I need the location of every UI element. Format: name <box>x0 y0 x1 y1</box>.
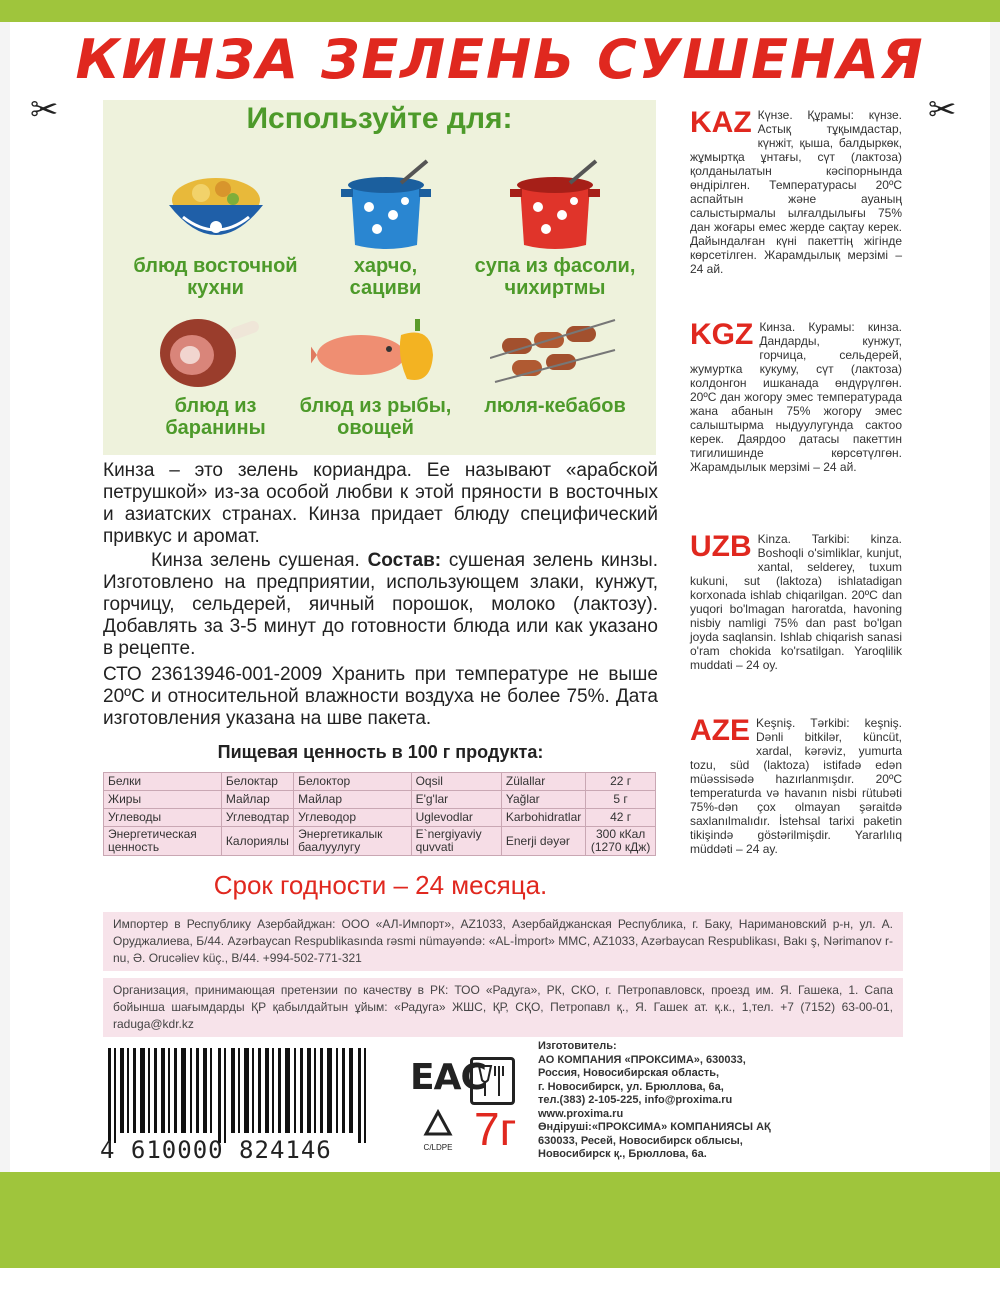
table-cell: Углеводор <box>294 809 411 827</box>
lang-text: Кинза. Курамы: кинза. Дандарды, кунжут, горчица, сельдерей, жумуртка кукуму, сүт (лактоза) колдонгон ишканада өндүрүлгөн. 20ºС дан жогору эмес температурада жана абанын 75% жогору эмес салыштырма ныдуулугунда сактоо керек. Даярдоо датасы пакеттин тигилишинде көрсөтүлгөн. Жарамдылык мерзімі – 24 ай. <box>690 320 902 474</box>
dish-label: овощей <box>337 417 414 439</box>
table-cell: E`nergiyaviy quvvati <box>411 827 501 856</box>
table-cell: 5 г <box>586 791 656 809</box>
lang-text: Күнзе. Құрамы: күнзе. Астық тұқымдастар, күнжіт, қыша, балдыркөк, жұмыртқа ұнтағы, сүт (лактоза) қолданылатын кәсіпорнында өндірілген. Температурасы 20ºС аспайтын және ауаның салыстырмалы ылғалдылығы 75% дан жоғары емес жерде сақтау керек. Дайындалған күні пакеттің жігінде көрсетілген. Жарамдылық мерзімі – 24 ай. <box>690 108 902 276</box>
glass-fork-icon <box>473 1060 512 1102</box>
manufacturer-line: www.proxima.ru <box>538 1107 624 1120</box>
dish-label: блюд восточной <box>133 255 298 277</box>
table-cell: Углеводтар <box>221 809 293 827</box>
lamb-leg-icon <box>156 305 276 395</box>
lang-code: KGZ <box>690 318 754 351</box>
table-cell: Karbohidratlar <box>501 809 585 827</box>
top-green-band <box>0 0 1000 22</box>
table-cell: Майлар <box>221 791 293 809</box>
scissors-icon: ✂ <box>30 91 59 129</box>
composition-lead: Кинза зелень сушеная. <box>151 550 360 571</box>
blue-pot-icon <box>331 155 441 255</box>
dish-label: чихиртмы <box>504 277 606 299</box>
table-cell: Майлар <box>294 791 411 809</box>
lang-block-uzb <box>690 532 902 672</box>
table-cell: 42 г <box>586 809 656 827</box>
recycle-label: C/LDPE <box>423 1143 453 1152</box>
table-row <box>104 773 656 791</box>
table-row <box>104 791 656 809</box>
storage-paragraph: СТО 23613946-001-2009 Хранить при температуре не выше 20ºС и относительной влажности воздуха не более 75%. Дата изготовления указана на шве пакета. <box>103 664 658 729</box>
lang-block-kgz <box>690 320 902 474</box>
dish-kharcho <box>308 155 463 299</box>
dish-kebab <box>465 310 645 417</box>
lang-code: UZB <box>690 530 752 563</box>
table-cell: Жиры <box>104 791 222 809</box>
dish-label: люля-кебабов <box>484 395 626 417</box>
table-cell: Белоктар <box>221 773 293 791</box>
table-cell: Энергетикалык баалуулугу <box>294 827 411 856</box>
nutrition-table <box>103 772 656 856</box>
table-cell: E'g'lar <box>411 791 501 809</box>
fish-pepper-icon <box>311 305 441 395</box>
shelf-life: Срок годности – 24 месяца. <box>213 870 548 900</box>
dish-lamb <box>123 305 308 439</box>
kebab-icon <box>490 310 620 395</box>
use-for-title: Используйте для: <box>246 102 513 135</box>
table-cell: Yağlar <box>501 791 585 809</box>
dish-label: сациви <box>349 277 422 299</box>
recycle-icon <box>414 1106 462 1154</box>
left-seam <box>0 22 10 1172</box>
description-paragraph: Кинза – это зелень кориандра. Ее называют «арабской петрушкой» из-за особой любви к этой пряности в восточных и азиатских странах. Кинза придает блюду специфический привкус и аромат. <box>103 460 658 547</box>
table-cell: Белки <box>104 773 222 791</box>
dish-label: харчо, <box>353 255 418 277</box>
use-for-panel <box>103 100 656 455</box>
right-seam <box>990 22 1000 1172</box>
composition-text: сушеная зелень кинзы. Изготовлено на предприятии, использующем злаки, кунжут, горчицу, сельдерей, яичный порошок, молоко (лактозу). Добавлять за 3-5 минут до готовности блюда или как указано в рецепте. <box>103 550 658 659</box>
dish-fish <box>288 305 463 439</box>
lang-block-aze <box>690 716 902 856</box>
organization-info: Организация, принимающая претензии по качеству в РК: ТОО «Радуга», РК, СКО, г. Петропавловск, проезд им. Я. Гашека, 1. Сапа бойынша шағымдарды ҚР қабылдайтын ұйым: «Радуга» ЖШС, ҚР, СҚО, Петропавл қ., Я. Гашек ат. қ.к., 1,тел. +7 (7152) 63-00-01, raduga@kdr.kz <box>103 978 903 1037</box>
table-cell: Enerji dəyər <box>501 827 585 856</box>
table-cell: Oqsil <box>411 773 501 791</box>
dish-label: баранины <box>165 417 266 439</box>
lang-code: AZE <box>690 714 750 747</box>
table-cell: Белоктор <box>294 773 411 791</box>
importer-info: Импортер в Республику Азербайджан: ООО «АЛ-Импорт», AZ1033, Азербайджанская Республика, г. Баку, Наримановский р-н, ул. А. Оруджалиева, Б/44. Azərbaycan Respublikasında rəsmi nümayəndə: «AL-İmport» MMC, AZ1033, Azərbaycan Respublikası, Bakı ş, Nərimanov r-nu, Ə. Orucəliev küç., B/44. +994-502-771-321 <box>103 912 903 971</box>
manufacturer-line: Россия, Новосибирская область, <box>538 1067 720 1079</box>
scissors-icon: ✂ <box>928 91 957 129</box>
manufacturer-line: Изготовитель: <box>538 1040 617 1052</box>
table-cell: Углеводы <box>104 809 222 827</box>
dish-bean-soup <box>465 155 645 299</box>
composition-paragraph <box>103 550 658 660</box>
dish-label: блюд из <box>174 395 257 417</box>
lang-text: Keşniş. Tərkibi: keşniş. Dənli bitkilər, küncüt, xardal, kərəviz, yumurta tozu, süd (laktoza) istifadə edən müəssisədə hazırlanmışdır. 20ºC temperaturda və havanın nisbi rütubəti 75%-dən çox olmayan şəraitdə saxlanılmalıdır. İstehsal tarixi paketin tikişində göstərilmişdir. Yararlılıq müddəti – 24 ay. <box>690 716 902 856</box>
dish-label: кухни <box>187 277 244 299</box>
table-cell: 22 г <box>586 773 656 791</box>
food-safe-icon <box>470 1057 515 1105</box>
bottom-green-band <box>0 1172 1000 1268</box>
manufacturer-line: 630033, Ресей, Новосибирск облысы, <box>538 1134 743 1147</box>
eac-mark: EAC <box>410 1057 486 1098</box>
barcode <box>100 1048 380 1143</box>
manufacturer-info <box>538 1040 798 1162</box>
lang-code: KAZ <box>690 106 752 139</box>
table-cell: 300 кКал (1270 кДж) <box>586 827 656 856</box>
net-weight: 7г <box>474 1103 517 1155</box>
manufacturer-line: АО КОМПАНИЯ «ПРОКСИМА», 630033, <box>538 1053 746 1066</box>
composition-label: Состав: <box>367 550 442 571</box>
red-pot-icon <box>500 155 610 255</box>
manufacturer-line: тел.(383) 2-105-225, info@proxima.ru <box>538 1094 733 1106</box>
bottom-margin <box>0 1268 1000 1296</box>
lang-text: Kinza. Tarkibi: kinza. Boshoqli o'simliklar, kunjut, xantal, selderey, tuxum kukuni, sut (laktoza) ishlatadigan korxonada ishlab chiqarilgan. 20ºC dan yuqori bo'lmagan haroratda, havoning nisbiy namligi 75% dan past bo'lgan joyda saqlansin. Ishlab chiqarish sanasi o'ram chokida ko'rsatilgan. Yaroqlilik muddati – 24 oy. <box>690 532 902 672</box>
lang-block-kaz <box>690 108 902 276</box>
table-cell: Uglevodlar <box>411 809 501 827</box>
table-row <box>104 827 656 856</box>
dish-label: блюд из рыбы, <box>299 395 452 417</box>
manufacturer-line: Өндіруші:«ПРОКСИМА» КОМПАНИЯСЫ АҚ <box>538 1121 771 1133</box>
table-cell: Энергетическая ценность <box>104 827 222 856</box>
table-cell: Калориялы <box>221 827 293 856</box>
bowl-icon <box>161 155 271 255</box>
product-title: КИНЗА ЗЕЛЕНЬ СУШЕНАЯ <box>75 28 925 91</box>
manufacturer-line: г. Новосибирск, ул. Брюллова, 6а, <box>538 1080 724 1093</box>
dish-label: супа из фасоли, <box>474 255 636 277</box>
table-row <box>104 809 656 827</box>
manufacturer-line: Новосибирск қ., Брюллова, 6а. <box>538 1148 707 1160</box>
nutrition-title: Пищевая ценность в 100 г продукта: <box>217 742 544 762</box>
barcode-number: 4 610000 824146 <box>100 1136 332 1164</box>
dish-oriental <box>123 155 308 299</box>
table-cell: Zülallar <box>501 773 585 791</box>
